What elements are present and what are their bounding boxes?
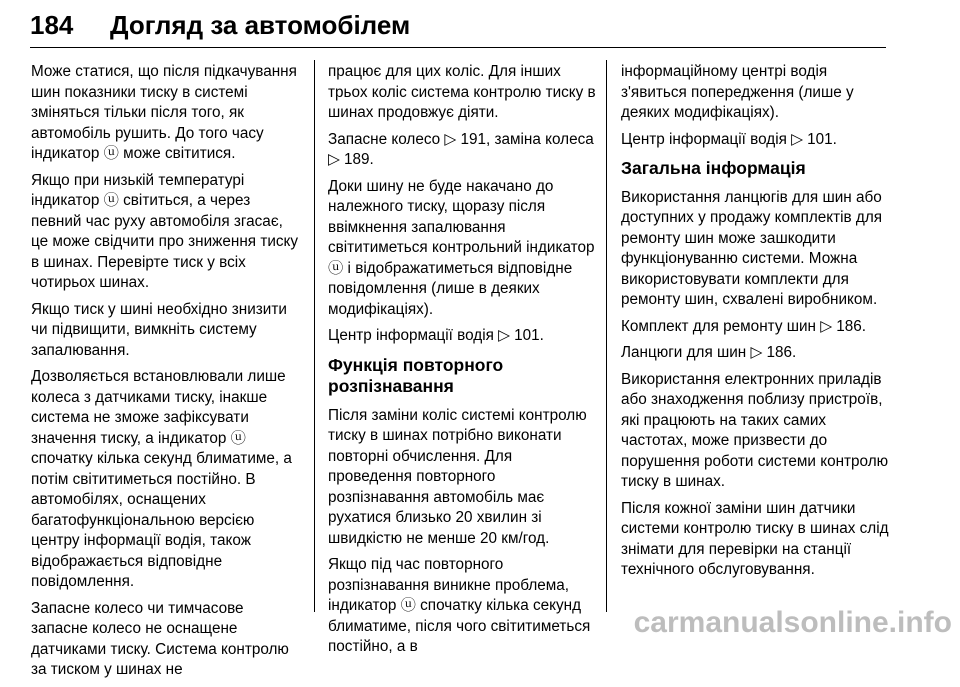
- paragraph: Якщо тиск у шині необхідно знизити чи підвищити, вимкніть систему запалювання.: [31, 300, 287, 359]
- paragraph: Після кожної заміни шин датчики системи контролю тиску в шинах слід знімати для перевірки на станції технічного обслуговування.: [621, 499, 889, 578]
- paragraph: Центр інформації водія ▷ 101.: [621, 130, 837, 148]
- text-column-2: [328, 62, 600, 664]
- paragraph: Може статися, що після підкачування шин показники тиску в системі зміняться тільки після того, як автомобіль рушить. До того часу індикатор ⓤ може світитися.: [31, 63, 297, 162]
- paragraph: Використання ланцюгів для шин або доступних у продажу комплектів для ремонту шин може зашкодити функціонуванню системи. Можна використовувати комплекти для ремонту шин, схвалені виробником.: [621, 188, 883, 308]
- column-divider-1: [314, 60, 315, 612]
- paragraph: Ланцюги для шин ▷ 186.: [621, 344, 797, 361]
- text-column-3: [621, 62, 891, 587]
- paragraph: Використання електронних приладів або знаходження поблизу пристроїв, які працюють на таких самих частотах, може призвести до порушення роботи системи контролю тиску в шинах.: [621, 370, 889, 490]
- paragraph: Запасне колесо ▷ 191, заміна колеса ▷ 189.: [328, 130, 594, 168]
- paragraph: Доки шину не буде накачано до належного тиску, щоразу після ввімкнення запалювання світитиметься контрольний індикатор ⓤ і відображатиметься відповідне повідомлення (лише в деяких модифікаціях).: [328, 177, 595, 318]
- subheading-general-info: Загальна інформація: [621, 158, 806, 178]
- paragraph: працює для цих коліс. Для інших трьох коліс система контролю тиску в шинах продовжує діяти.: [328, 63, 596, 121]
- paragraph: інформаційному центрі водія з'явиться попередження (лише у деяких модифікаціях).: [621, 63, 854, 121]
- paragraph: Якщо під час повторного розпізнавання виникне проблема, індикатор ⓤ спочатку кілька секунд блиматиме, після чого світитиметься постійно, а в: [328, 556, 591, 655]
- paragraph: Дозволяється встановлювали лише колеса з датчиками тиску, інакше система не зможе зафіксувати значення тиску, а індикатор ⓤ спочатку кілька секунд блиматиме, а потім світитиметься постійно. В автомобілях, оснащених багатофункціональною версією центру інформації водія, також відображається відповідне повідомлення.: [31, 368, 292, 590]
- page-number: 184: [30, 10, 74, 40]
- paragraph: Запасне колесо чи тимчасове запасне колесо не оснащене датчиками тиску. Система контролю за тиском у шинах не: [31, 599, 289, 678]
- column-divider-2: [606, 60, 607, 612]
- paragraph: Центр інформації водія ▷ 101.: [328, 327, 544, 344]
- paragraph: Якщо при низькій температурі індикатор ⓤ світиться, а через певний час руху автомобіля згасає, це може свідчити про зниження тиску в шинах. Перевірте тиск у всіх чотирьох шинах.: [31, 171, 299, 291]
- text-column-1: [31, 62, 301, 687]
- page-header: [30, 8, 886, 48]
- subheading-relearn: Функція повторного розпізнавання: [328, 354, 504, 396]
- section-title: Догляд за автомобілем: [110, 10, 411, 40]
- header-rule: [30, 47, 886, 48]
- paragraph: Комплект для ремонту шин ▷ 186.: [621, 317, 867, 335]
- paragraph: Після заміни коліс системі контролю тиску в шинах потрібно виконати повторні обчислення. Для проведення повторного розпізнавання автомобіль має рухатися близько 20 хвилин зі швидкістю не менше 20 км/год.: [328, 406, 587, 547]
- watermark: carmanualsonline.info: [633, 606, 952, 639]
